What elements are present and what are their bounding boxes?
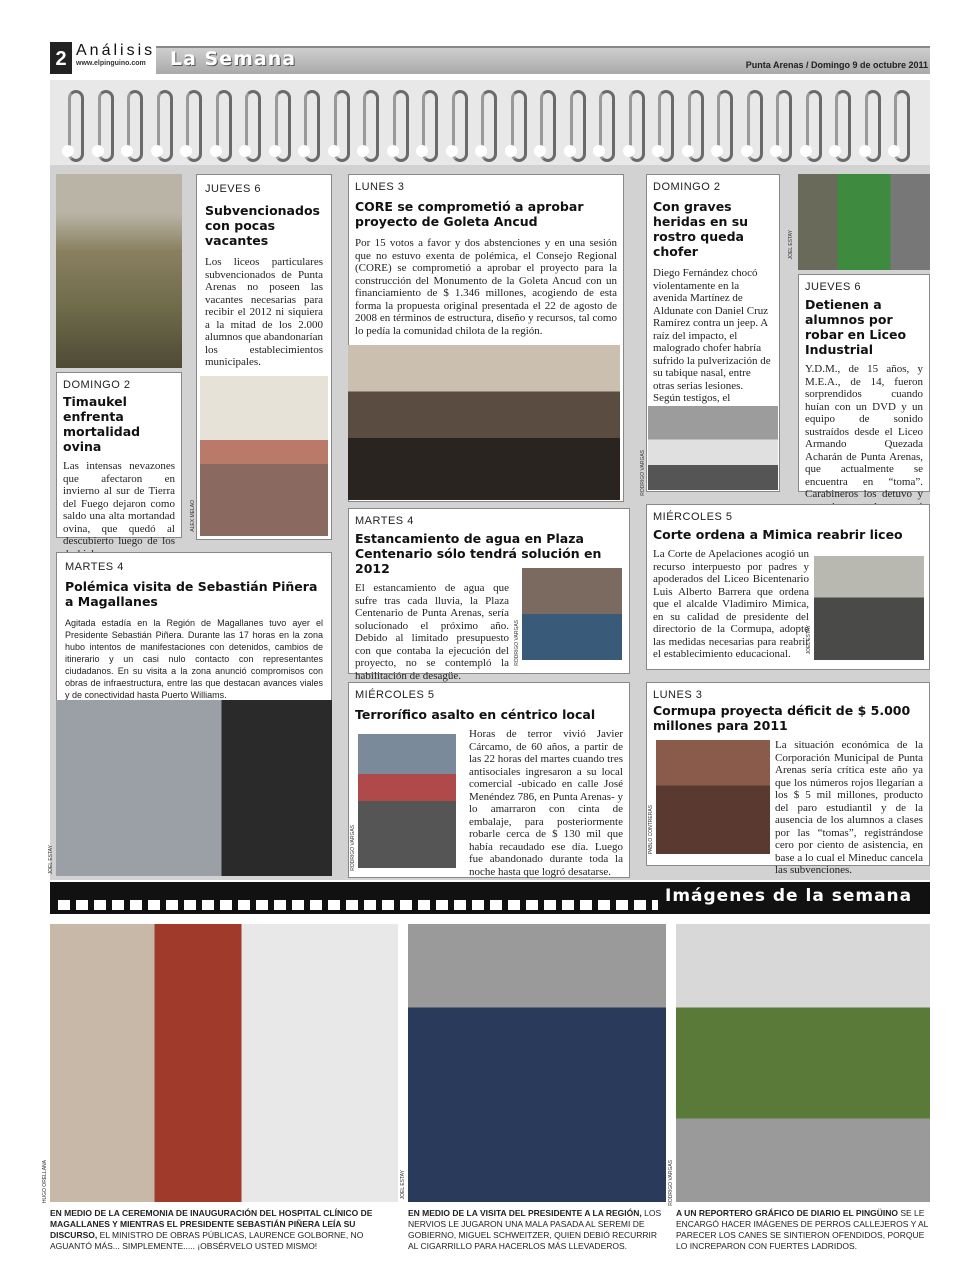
pinera-photo [56, 700, 332, 876]
story-day: JUEVES 6 [205, 183, 261, 195]
spiral-hole [298, 145, 310, 157]
spiral-hole [505, 145, 517, 157]
caption-schweitzer [408, 1208, 668, 1252]
story-body: Las intensas nevazones que afectaron en invierno al sur de Tierra del Fuego dejaron como saldo una alta mortandad ovina, que quedó al descubierto luego de los [63, 460, 175, 547]
photo-credit: HUGO ORELLANA [42, 1160, 48, 1204]
story-day: MIÉRCOLES 5 [355, 689, 435, 701]
spiral-hole [652, 145, 664, 157]
story-day: DOMINGO 2 [653, 181, 721, 193]
caption-golborne [50, 1208, 400, 1252]
caption-lead: A UN REPORTERO GRÁFICO DE DIARIO EL PINGÜINO [676, 1208, 898, 1218]
story-body: Por 15 votos a favor y dos abstenciones y en una sesión que no estuvo exenta de polémica, el Consejo Regional (CORE) se comprometió a aprobar el proyecto para la construcción del Monumento de la Goleta Ancud con un financiamiento de $ 1.346 millones, acogiendo de esta forma la propuesta original presentada el 22 de agosto de 2008 en términos de estructura, diseño y recursos, tal como lo pedía la comunidad chilota de la región. [355, 237, 617, 337]
caption-rest: EL MINISTRO DE OBRAS PÚBLICAS, LAURENCE GOLBORNE, NO AGUANTÓ MÁS... SIMPLEMENTE..... ¡OBSÉRVELO USTED MISMO! [50, 1230, 364, 1251]
story-day: LUNES 3 [653, 689, 703, 701]
spiral-hole [328, 145, 340, 157]
golborne-photo [50, 924, 398, 1202]
spiral-hole [121, 145, 133, 157]
story-headline: Estancamiento de agua en Plaza Centenario sólo tendrá solución en 2012 [355, 531, 602, 576]
spiral-hole [859, 145, 871, 157]
spiral-hole [239, 145, 251, 157]
photo-credit: JOEL ESTAY [806, 625, 812, 655]
story-body: La Corte de Apelaciones acogió un recurso interpuesto por padres y apoderados del Liceo Bicentenario Luis Alberto Barrera que ordena que el alcalde Vladimiro Mimica, en su calidad de presidente del directorio de la Cormupa, adopte las medidas necesarias para reabrir el establecimiento educacional. [653, 548, 809, 660]
section-title: La Semana [170, 48, 297, 70]
story-headline: Terrorífico asalto en céntrico local [355, 707, 596, 722]
photo-credit: PABLO CONTRERAS [648, 805, 654, 855]
spiral-hole [593, 145, 605, 157]
page-number: 2 [50, 42, 72, 74]
crash-photo [648, 406, 778, 490]
story-body: Y.D.M., de 15 años, y M.E.A., de 14, fueron sorprendidos cuando huían con un DVD y un equipo de sonido sustraídos desde el Liceo Armando Quezada Acharán de Punta Arenas, que actualmente se encuentra en “toma”. Carabineros los detuvo y [805, 363, 923, 500]
story-headline: Con graves heridas en su rostro queda chofer [653, 199, 749, 259]
spiral-hole [829, 145, 841, 157]
spiral-hole [357, 145, 369, 157]
caption-lead: EN MEDIO DE LA VISITA DEL PRESIDENTE A LA REGIÓN, [408, 1208, 642, 1218]
spiral-hole [534, 145, 546, 157]
story-day: DOMINGO 2 [63, 379, 131, 391]
film-perforations [58, 900, 658, 910]
schweitzer-photo [408, 924, 666, 1202]
caption-lead: EN MEDIO DE LA CEREMONIA DE INAUGURACIÓN DEL HOSPITAL CLÍNICO DE MAGALLANES Y MIENTRAS EL PRESIDENTE SEBASTIÁN PIÑERA LEÍA SU DISCURSO, [50, 1208, 373, 1240]
story-headline: Subvencionados con pocas vacantes [205, 203, 320, 248]
photo-credit: RODRIGO VARGAS [668, 1160, 674, 1206]
spiral-hole [682, 145, 694, 157]
story-timaukel [56, 372, 182, 547]
spiral-hole [564, 145, 576, 157]
spiral-hole [180, 145, 192, 157]
spiral-hole [741, 145, 753, 157]
story-body: Agitada estadía en la Región de Magallanes tuvo ayer el Presidente Sebastián Piñera. Durante las 17 horas en la zona hubo intentos de manifestaciones con detenidos, cambios de itinerario y un casi nulo contacto con representantes ciudadanos. En su visita a la zona anunció compromisos con obras de infraestructura, entre las que destacan avances viales y de conectividad hasta Puerto Williams. [65, 618, 323, 700]
spiral-hole [446, 145, 458, 157]
story-headline: Cormupa proyecta déficit de $ 5.000 millones para 2011 [653, 703, 911, 733]
caption-dogs [676, 1208, 932, 1252]
photo-credit: JOEL ESTAY [400, 1170, 406, 1200]
spiral-hole [210, 145, 222, 157]
core-session-photo [348, 345, 620, 500]
spiral-hole [623, 145, 635, 157]
store-front-photo [358, 734, 456, 868]
photo-credit: RODRIGO VARGAS [640, 450, 646, 496]
story-day: JUEVES 6 [805, 281, 861, 293]
dateline: Punta Arenas / Domingo 9 de octubre 2011 [745, 60, 928, 70]
cormupa-meeting-photo [656, 740, 770, 854]
story-day: MIÉRCOLES 5 [653, 511, 733, 523]
photo-credit: ALEX MELAO [190, 500, 196, 532]
spiral-hole [269, 145, 281, 157]
spiral-hole [711, 145, 723, 157]
story-day: LUNES 3 [355, 181, 405, 193]
classroom-photo [200, 376, 328, 536]
story-day: MARTES 4 [65, 561, 124, 573]
spiral-hole [888, 145, 900, 157]
spiral-hole [62, 145, 74, 157]
story-headline: Detienen a alumnos por robar en Liceo Industrial [805, 297, 907, 357]
story-headline: CORE se comprometió a aprobar proyecto de Goleta Ancud [355, 199, 584, 229]
spiral-hole [475, 145, 487, 157]
spiral-hole [800, 145, 812, 157]
police-truck-photo [798, 174, 930, 270]
spiral-hole [770, 145, 782, 157]
spiral-hole [387, 145, 399, 157]
dogs-photo [676, 924, 930, 1202]
story-headline: Corte ordena a Mimica reabrir liceo [653, 527, 903, 542]
photo-credit: RODRIGO VARGAS [514, 620, 520, 666]
liceo-protest-photo [814, 556, 924, 660]
story-body: La situación económica de la Corporación Municipal de Punta Arenas sería crítica este año ya que los números rojos llegarían a los $ 5 mil millones, producto del paro estudiantil y de la ausencia de los alumnos a clases por las “tomas”, registrándose cero por ciento de asistencia, en base a lo cual el Mineduc cancela las subvenciones. [775, 739, 923, 876]
brand-url: www.elpinguino.com [76, 60, 146, 67]
story-body: Los liceos particulares subvencionados de Punta Arenas no poseen las vacantes necesarias para recibir el 2012 ni siquiera a la mitad de los 2.000 alumnos que abandonarían los establecimientos municipales. [205, 256, 323, 368]
photo-credit: JOEL ESTAY [788, 230, 794, 260]
brand-logo [76, 42, 156, 76]
story-headline: Timaukel enfrenta mortalidad ovina [63, 394, 141, 454]
photo-credit: JOEL ESTAY [48, 845, 54, 875]
plaza-flood-photo [522, 568, 622, 660]
spiral-hole [92, 145, 104, 157]
caption-rest: SE LE ENCARGÓ HACER IMÁGENES DE PERROS CALLEJEROS Y AL PARECER LOS CANES SE SINTIERON OFENDIDOS, PORQUE LO INCREPARON CON FUERTES LADRIDOS. [676, 1208, 929, 1251]
images-week-title: Imágenes de la semana [665, 886, 913, 906]
timaukel-photo [56, 174, 182, 368]
story-headline: Polémica visita de Sebastián Piñera a Magallanes [65, 579, 318, 609]
story-day: MARTES 4 [355, 515, 414, 527]
story-body: Diego Fernández chocó violentamente en la avenida Martínez de Aldunate con Daniel Cruz Ramírez contra un jeep. A raíz del impacto, el malogrado chofer habría sufrido la pulverización de su tabique nasal, entre otras serias lesiones. Según testigos, el [653, 267, 771, 404]
story-liceo-industrial [798, 274, 930, 500]
photo-credit: RODRIGO VARGAS [350, 825, 356, 871]
story-body: El estancamiento de agua que sufre tras cada lluvia, la Plaza Centenario de Punta Arenas, sería solucionado el próximo año. Debido al limitado presupuesto con que contaba la ejecución del proyecto, no se contempló la habilitación de desagüe. [355, 582, 509, 682]
brand-name: Análisis [76, 42, 156, 59]
story-body: Horas de terror vivió Javier Cárcamo, de 60 años, a partir de las 22 horas del martes cuando tres antisociales ingresaron a su local comercial -ubicado en calle José Menéndez 786, en Punta Arenas- y lo amarraron con cinta de embalaje, para posteriormente robarle cerca de $ 130 mil que había recaudado ese día. Luego fue abandonado durante toda la noche hasta que logró desatarse. [469, 728, 623, 878]
spiral-hole [416, 145, 428, 157]
spiral-hole [151, 145, 163, 157]
caption-rest: LOS NERVIOS LE JUGARON UNA MALA PASADA AL SEREMI DE GOBIERNO, MIGUEL SCHWEITZER, QUIEN DEBIÓ RECURRIR AL CIGARRILLO PARA HACERLOS MÁS LLEVADEROS. [408, 1208, 662, 1251]
